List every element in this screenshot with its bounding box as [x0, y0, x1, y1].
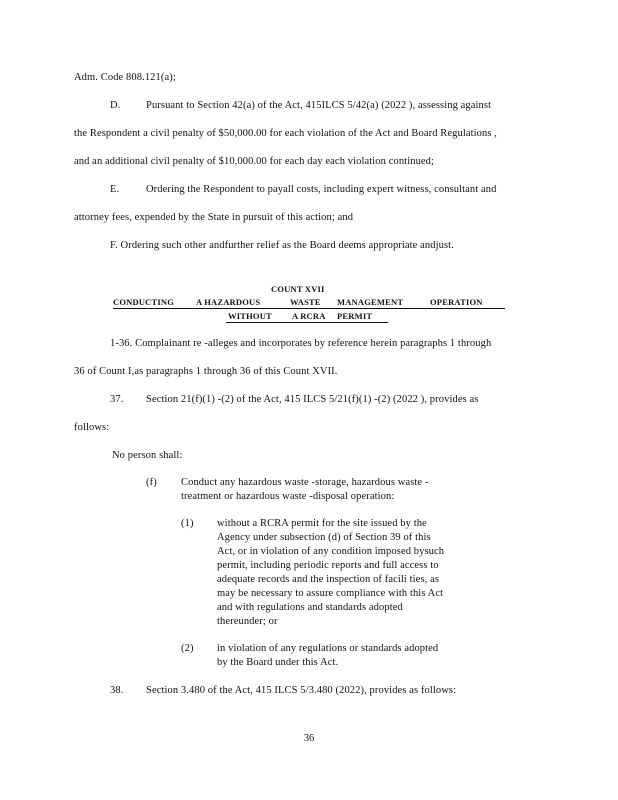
paragraph-number: 38. — [110, 685, 124, 696]
heading-word: CONDUCTING — [113, 297, 175, 307]
count-heading: COUNT XVII — [271, 284, 325, 294]
heading-underline — [113, 308, 505, 309]
quote-line: in violation of any regulations or standards adopted — [217, 643, 439, 654]
text-line: 1-36. Complainant re -alleges and incorporates by reference herein paragraphs 1 through — [110, 338, 492, 349]
text-line: Pursuant to Section 42(a) of the Act, 415ILCS 5/42(a) (2022 ), assessing against — [146, 100, 492, 111]
heading-underline — [226, 322, 388, 323]
quote-line: adequate records and the inspection of facili ties, as — [217, 574, 440, 585]
heading-word: PERMIT — [337, 311, 373, 321]
text-line: F. Ordering such other andfurther relief as the Board deems appropriate andjust. — [110, 240, 454, 251]
text-line: Section 3.480 of the Act, 415 ILCS 5/3.480 (2022), provides as follows: — [146, 685, 457, 696]
heading-word: WASTE — [290, 297, 321, 307]
quote-intro: No person shall: — [112, 450, 183, 461]
paragraph-number: 37. — [110, 394, 124, 405]
text-line: follows: — [74, 422, 110, 433]
text-line: attorney fees, expended by the State in pursuit of this action; and — [74, 212, 354, 223]
text-line: Adm. Code 808.121(a); — [74, 72, 176, 83]
list-letter: D. — [110, 100, 121, 111]
heading-word: MANAGEMENT — [337, 297, 404, 307]
quote-label: (2) — [181, 643, 194, 654]
quote-line: may be necessary to assure compliance with this Act — [217, 588, 444, 599]
heading-word: WITHOUT — [228, 311, 272, 321]
quote-line: Act, or in violation of any condition imposed bysuch — [217, 546, 445, 557]
page-number: 36 — [303, 733, 315, 744]
quote-line: permit, including periodic reports and full access to — [217, 560, 439, 571]
text-line: and an additional civil penalty of $10,000.00 for each day each violation continued; — [74, 156, 435, 167]
quote-label: (f) — [146, 477, 157, 488]
quote-line: by the Board under this Act. — [217, 657, 339, 668]
list-letter: E. — [110, 184, 120, 195]
text-line: 36 of Count I,as paragraphs 1 through 36 of this Count XVII. — [74, 366, 338, 377]
heading-word: OPERATION — [430, 297, 483, 307]
text-line: the Respondent a civil penalty of $50,000.00 for each violation of the Act and Board Regulations , — [74, 128, 497, 139]
quote-line: without a RCRA permit for the site issued by the — [217, 518, 427, 529]
quote-line: Conduct any hazardous waste -storage, hazardous waste - — [181, 477, 429, 488]
quote-line: and with regulations and standards adopted — [217, 602, 403, 613]
quote-line: Agency under subsection (d) of Section 39 of this — [217, 532, 431, 543]
heading-word: A HAZARDOUS — [196, 297, 261, 307]
quote-line: thereunder; or — [217, 616, 278, 627]
quote-label: (1) — [181, 518, 194, 529]
quote-line: treatment or hazardous waste -disposal operation: — [181, 491, 395, 502]
heading-word: A RCRA — [292, 311, 326, 321]
text-line: Section 21(f)(1) -(2) of the Act, 415 ILCS 5/21(f)(1) -(2) (2022 ), provides as — [146, 394, 479, 405]
text-line: Ordering the Respondent to payall costs, including expert witness, consultant and — [146, 184, 497, 195]
